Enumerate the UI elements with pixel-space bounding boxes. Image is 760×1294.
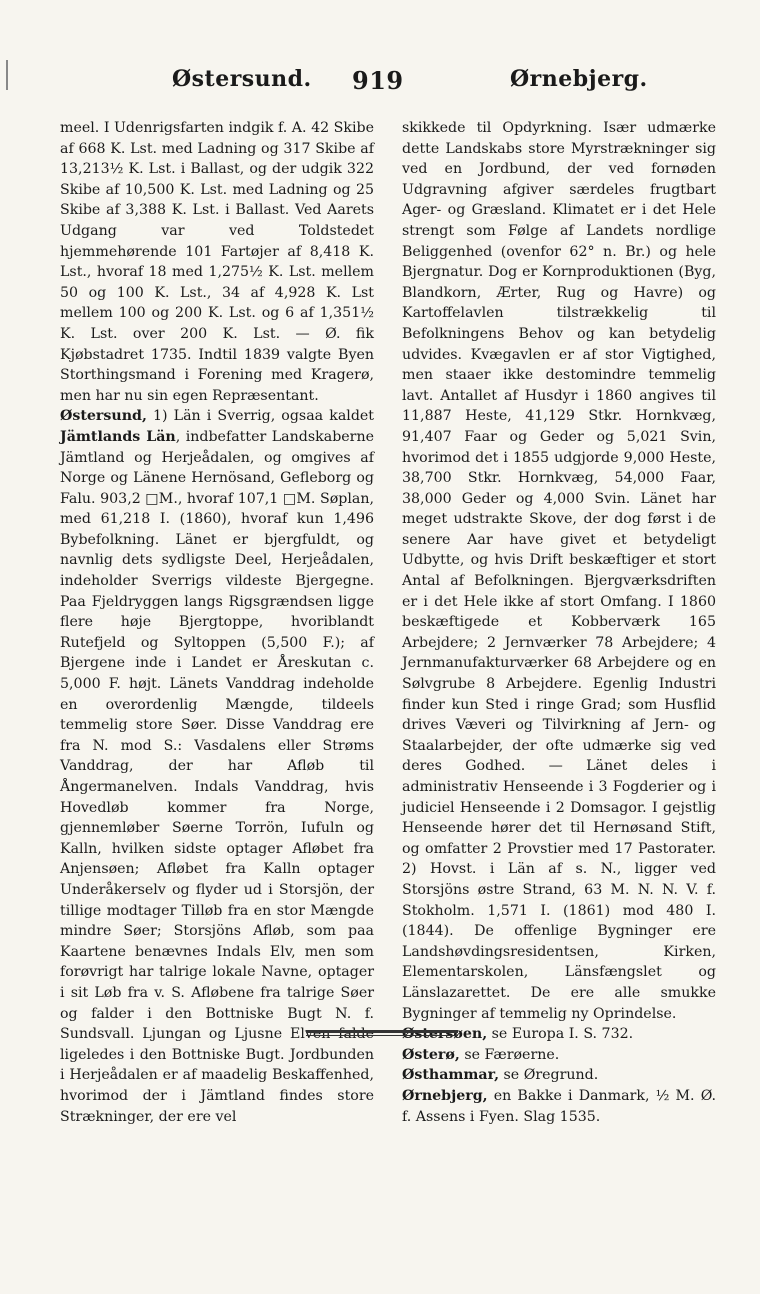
right-column xyxy=(402,118,716,1127)
left-column xyxy=(60,118,374,1127)
header-right-word: Ørnebjerg. xyxy=(510,66,648,92)
entry-text: 1) Län i Sverrig, ogsaa kaldet xyxy=(146,408,374,425)
running-header xyxy=(0,66,760,106)
continued-text: skikkede til Opdyrkning. Især udmærke dette Landskabs store Myrstrækninger sig ved en Jordbund, der ved fornøden Udgravning afgiver særdeles frugtbart Ager- og Græsland. Klimatet er i det Hele strengt som Følge af Landets nordlige Beliggenhed (ovenfor 62° n. Br.) og hele Bjergnatur. Dog er Kornproduktionen (Byg, Blandkorn, Ærter, Rug og Havre) og Kartoffelavlen tilstrækkelig til Befolkningens Behov og kan betydelig udvides. Kvægavlen er af stor Vigtighed, men staaer ikke destomindre temmelig lavt. Antallet af Husdyr i 1860 angives til 11,887 Heste, 41,129 Stkr. Hornkvæg, 91,407 Faar og Geder og 5,021 Svin, hvorimod det i 1855 udgjorde 9,000 Heste, 38,700 Stkr. Hornkvæg, 54,000 Faar, 38,000 Geder og 4,000 Svin. Länet har meget udstrakte Skove, der dog først i de senere Aar have givet et betydeligt Udbytte, og hvis Drift beskæftiger et stort Antal af Befolkningen. Bjergværksdriften er i det Hele ikke af stort Omfang. I 1860 beskæftigede et Kobberværk 165 Arbejdere; 2 Jernværker 78 Arbejdere; 4 Jernmanufakturværker 68 Arbejdere og en Sølvgrube 8 Arbejdere. Egenlig Industri finder kun Sted i ringe Grad; som Husflid drives Væveri og Tilvirkning af Jern- og Staalarbejder, der ofte udmærke sig ved deres Godhed. — Länet deles i administrativ Henseende i 3 Fogderier og i judiciel Henseende i 2 Domsagor. I gejstlig Henseende hører det til Hernøsand Stift, og omfatter 2 Provstier med 17 Pastorater. 2) Hovst. i Län af s. N., ligger ved Storsjöns østre Strand, 63 M. N. N. V. f. Stokholm. 1,571 I. (1861) mod 480 I. (1844). De offenlige Bygninger ere Landshøvdingsresidentsen, Kirken, Elementarskolen, Länsfængslet og Länslazarettet. De ere alle smukke Bygninger af temmelig ny Oprindelse. xyxy=(402,120,716,1022)
entry-ostero xyxy=(402,1045,716,1066)
entry-text: en Bakke i Danmark, ½ M. Ø. f. Assens i Fyen. Slag 1535. xyxy=(402,1087,716,1125)
entry-text: se Færøerne. xyxy=(459,1046,560,1063)
entry-head: Østersøen, xyxy=(402,1026,488,1043)
entry-text: se Øregrund. xyxy=(499,1067,599,1084)
page-number: 919 xyxy=(352,66,404,95)
end-rule xyxy=(306,1030,458,1036)
header-left-word: Østersund. xyxy=(172,66,312,92)
entry-bold-term: Jämtlands Län xyxy=(60,428,176,445)
entry-head: Østerø, xyxy=(402,1046,460,1063)
entry-ostersund xyxy=(60,406,374,1127)
entry-head: Østhammar, xyxy=(402,1067,500,1084)
entry-text: , indbefatter Landskaberne Jämtland og Herjeådalen, og omgives af Norge og Länene Hernösand, Gefleborg og Falu. 903,2 □M., hvoraf 107,1 □M. Søplan, med 61,218 I. (1860), hvoraf kun 1,496 Bybefolkning. Länet er bjergfuldt, og navnlig dets sydligste Deel, Herjeådalen, indeholder Sverrigs vildeste Bjergegne. Paa Fjeldryggen langs Rigsgrændsen ligge flere høje Bjergtoppe, hvoriblandt Rutefjeld og Syltoppen (5,500 F.); af Bjergene inde i Landet er Åreskutan c. 5,000 F. højt. Länets Vanddrag indeholde en overordenlig Mængde, tildeels temmelig store Søer. Disse Vanddrag ere fra N. mod S.: Vasdalens eller Strøms Vanddrag, der har Afløb til Ångermanelven. Indals Vanddrag, hvis Hovedløb kommer fra Norge, gjennemløber Søerne Torrön, Iufuln og Kalln, hvilken sidste optager Afløbet fra Anjensøen; Afløbet fra Kalln optager Underåkerselv og flyder ud i Storsjön, der tillige modtager Tilløb fra en stor Mængde mindre Søer; Storsjöns Afløb, som paa Kaartene benævnes Indals Elv, men som forøvrigt har talrige lokale Navne, optager i sit Løb fra v. S. Afløbene fra talrige Søer og falder i den Bottniske Bugt N. f. Sundsvall. Ljungan og Ljusne Elven falde ligeledes i den Bottniske Bugt. Jordbunden i Herjeådalen er af maadelig Beskaffenhed, hvorimod der i Jämtland findes store Strækninger, der ere vel xyxy=(60,428,374,1125)
entry-osthammar xyxy=(402,1065,716,1086)
entry-head: Østersund, xyxy=(60,408,147,425)
entry-head: Ørnebjerg, xyxy=(402,1087,488,1104)
entry-ornebjerg xyxy=(402,1086,716,1127)
entry-text: se Europa I. S. 732. xyxy=(487,1026,634,1043)
continued-text: meel. I Udenrigsfarten indgik f. A. 42 Skibe af 668 K. Lst. med Ladning og 317 Skibe af 13,213½ K. Lst. i Ballast, og der udgik 322 Skibe af 10,500 K. Lst. med Ladning og 25 Skibe af 3,388 K. Lst. i Ballast. Ved Aarets Udgang var ved Toldstedet hjemmehørende 101 Fartøjer af 8,418 K. Lst., hvoraf 18 med 1,275½ K. Lst. mellem 50 og 100 K. Lst., 34 af 4,928 K. Lst mellem 100 og 200 K. Lst. og 6 af 1,351½ K. Lst. over 200 K. Lst. — Ø. fik Kjøbstadret 1735. Indtil 1839 valgte Byen Storthingsmand i Forening med Kragerø, men har nu sin egen Repræsentant. xyxy=(60,120,374,404)
